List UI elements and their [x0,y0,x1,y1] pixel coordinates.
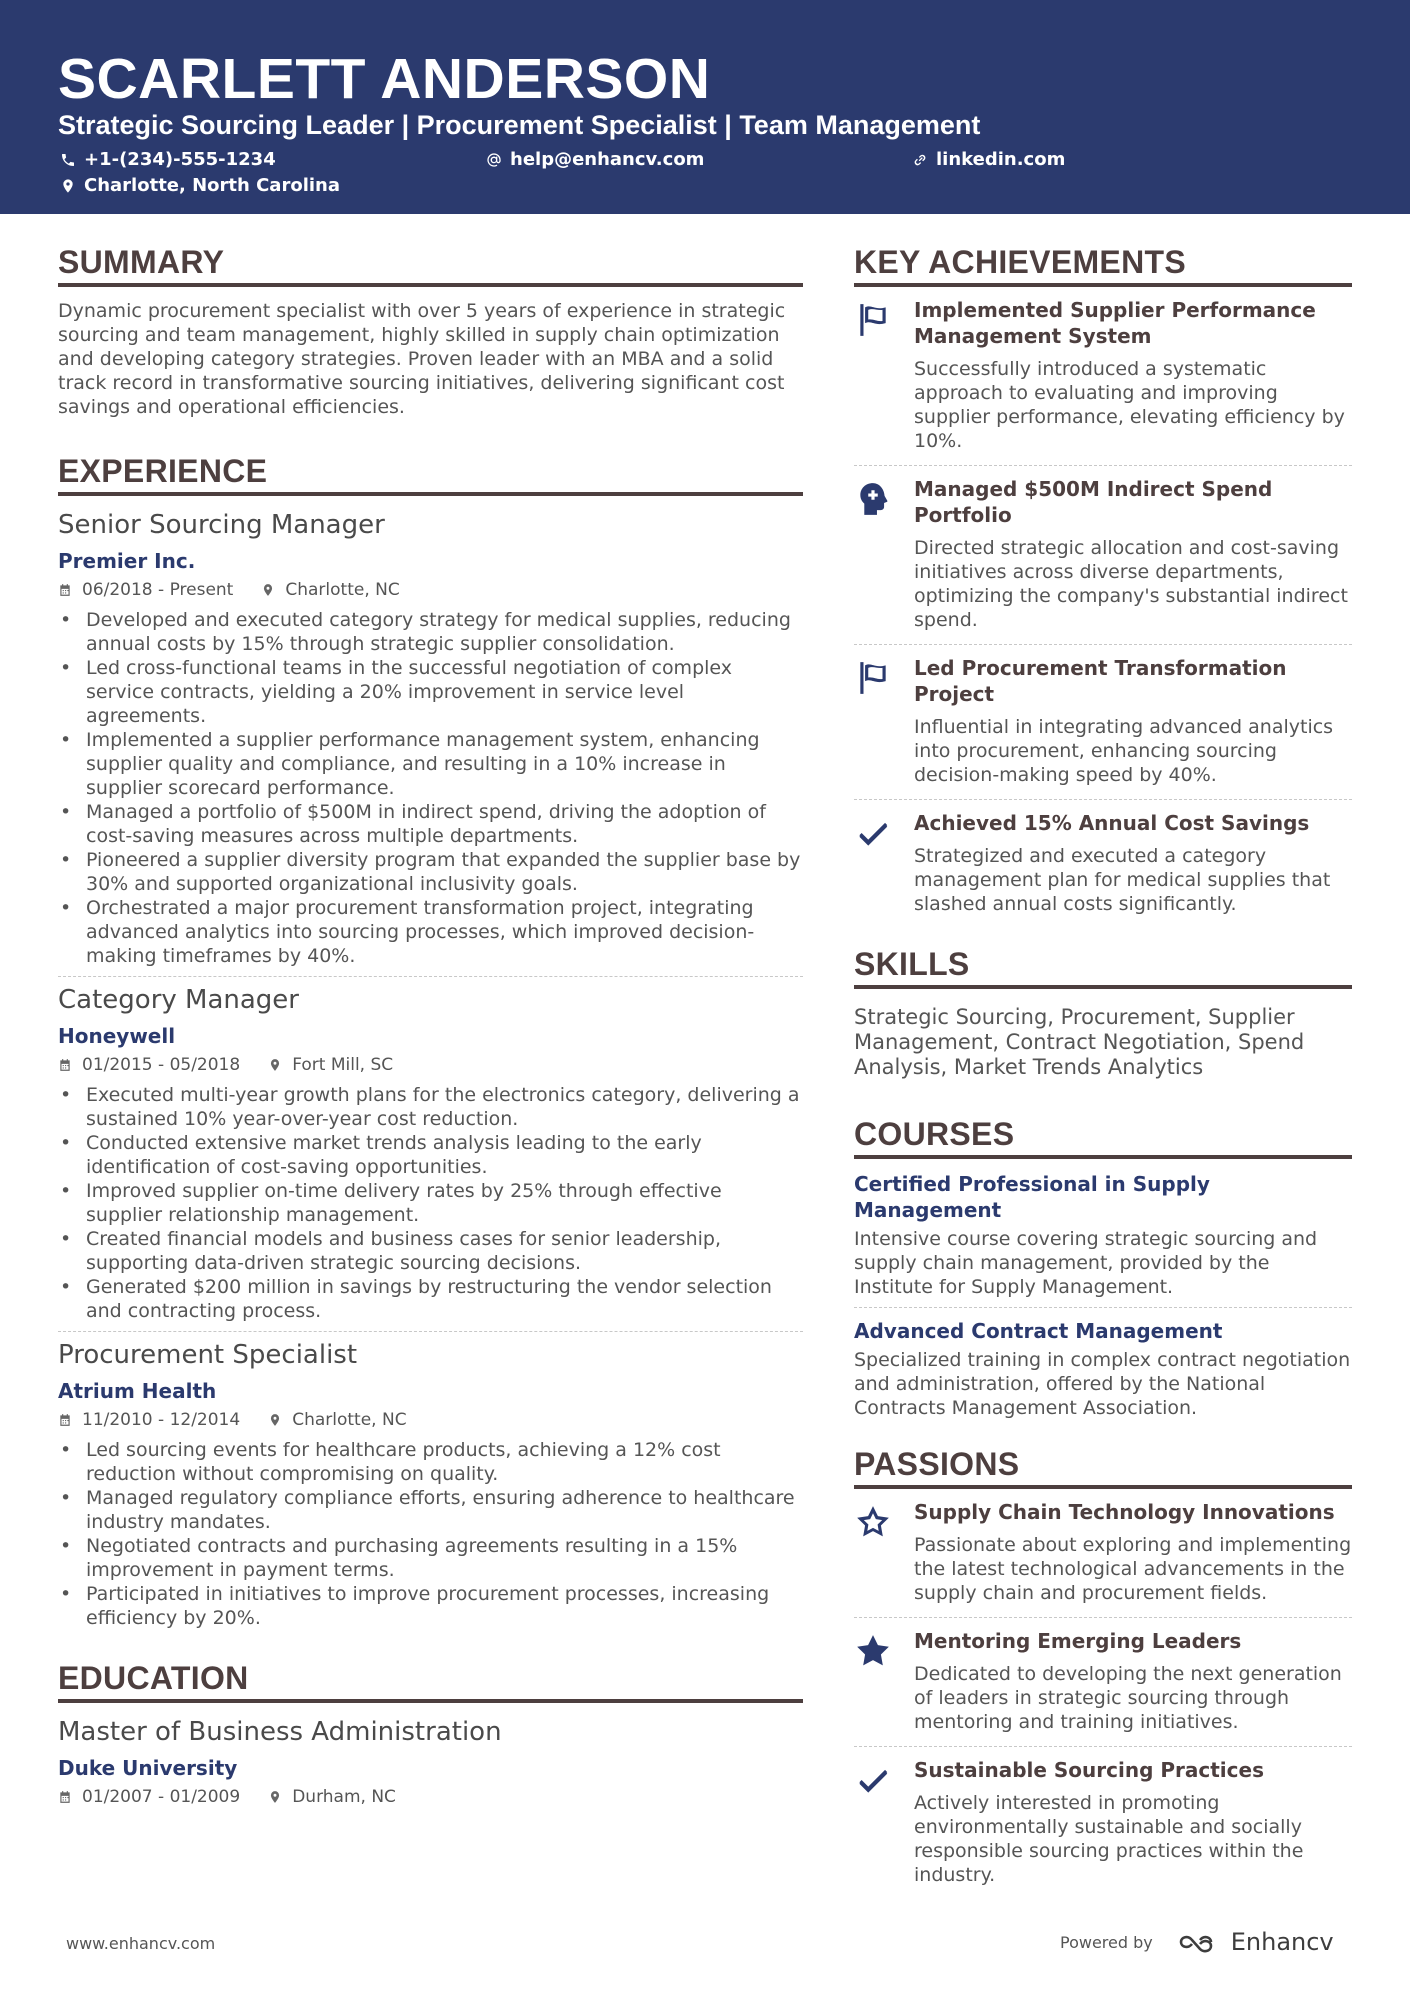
summary-text: Dynamic procurement specialist with over 5 years of experience in strategic sourcing and team management, highly skilled in supply chain optimization and developing category strategies. Proven leader with an MBA and a solid track record in transformative sourcing initiatives, delivering significant cost savings and operational efficiencies. [58,300,786,418]
job-bullet: • Developed and executed category strategy for medical supplies, reducing annual costs by 15% through strategic supplier consolidation. [58,608,803,656]
passion-desc: Dedicated to developing the next generation of leaders in strategic sourcing through mentoring and training initiatives. [914,1663,1342,1733]
experience-list [58,508,803,1630]
job-bullet: • Led sourcing events for healthcare products, achieving a 12% cost reduction without compromising on quality. [58,1438,803,1486]
job-title: Category Manager [58,985,299,1015]
job-title: Senior Sourcing Manager [58,510,385,540]
course-desc: Intensive course covering strategic sourcing and supply chain management, provided by the Institute for Supply Management. [854,1228,1318,1298]
resume-header [0,0,1410,214]
location-text: Charlotte, North Carolina [84,175,340,196]
contact-location [60,175,340,196]
job-bullet: • Generated $200 million in savings by restructuring the vendor selection and contracting process. [58,1275,803,1323]
summary-heading: SUMMARY [58,244,803,287]
flag-icon [854,301,892,339]
passions-heading: PASSIONS [854,1446,1352,1489]
enhancv-logo[interactable] [1177,1928,1334,1956]
star-outline-icon [854,1503,892,1541]
candidate-name: SCARLETT ANDERSON [58,47,711,111]
right-column [854,244,1352,1897]
job-bullets [58,1083,803,1323]
job-bullet: • Negotiated contracts and purchasing agreements resulting in a 15% improvement in payment terms. [58,1534,803,1582]
calendar-icon [58,583,72,597]
job-bullet: • Created financial models and business cases for senior leadership, supporting data-driven strategic sourcing decisions. [58,1227,803,1275]
email-text: help@enhancv.com [510,149,705,170]
job-entry [58,983,803,1323]
education-location-text: Durham, NC [292,1787,396,1807]
left-column [58,244,803,1809]
experience-heading: EXPERIENCE [58,453,803,496]
job-bullet: • Conducted extensive market trends analysis leading to the early identification of cost-saving opportunities. [58,1131,803,1179]
achievements-heading: KEY ACHIEVEMENTS [854,244,1352,287]
location-pin-icon [268,1790,282,1804]
company-name: Atrium Health [58,1379,217,1403]
achievement-item [854,802,1352,926]
at-icon [486,152,502,168]
passion-item [854,1491,1352,1615]
job-bullet: • Led cross-functional teams in the successful negotiation of complex service contracts, yielding a 20% improvement in service level agreements. [58,656,803,728]
enhancv-logo-icon [1177,1930,1223,1954]
job-title: Procurement Specialist [58,1340,358,1370]
achievement-desc: Directed strategic allocation and cost-saving initiatives across diverse departments, optimizing the company's substantial indirect spend. [914,537,1348,631]
job-bullets [58,1438,803,1630]
achievement-divider [854,465,1352,466]
job-bullet: • Executed multi-year growth plans for the electronics category, delivering a sustained 10% year-over-year cost reduction. [58,1083,803,1131]
passion-title: Sustainable Sourcing Practices [914,1758,1264,1782]
job-divider [58,976,803,977]
job-meta [58,578,803,602]
company-name: Premier Inc. [58,549,196,573]
check-icon [854,1761,892,1799]
phone-icon [60,152,76,168]
footer-branding [1060,1928,1334,1956]
school-name: Duke University [58,1756,238,1780]
achievement-title: Managed $500M Indirect Spend Portfolio [914,477,1273,527]
job-location [268,1055,393,1075]
contact-email[interactable] [486,149,704,170]
job-bullet: • Managed a portfolio of $500M in indirect spend, driving the adoption of cost-saving measures across multiple departments. [58,800,803,848]
linkedin-text: linkedin.com [936,149,1066,170]
calendar-icon [58,1413,72,1427]
achievement-divider [854,799,1352,800]
job-bullet: • Implemented a supplier performance management system, enhancing supplier quality and compliance, and resulting in a 10% increase in supplier scorecard performance. [58,728,803,800]
achievement-item [854,647,1352,797]
passion-divider [854,1617,1352,1618]
achievement-title: Implemented Supplier Performance Management System [914,298,1316,348]
job-dates: 11/2010 - 12/2014 [82,1410,241,1430]
calendar-icon [58,1790,72,1804]
job-dates: 01/2015 - 05/2018 [82,1055,241,1075]
education-location [268,1787,396,1807]
skills-text: Strategic Sourcing, Procurement, Supplier Management, Contract Negotiation, Spend Analysis, Market Trends Analytics [854,1005,1305,1079]
phone-text: +1-(234)-555-1234 [84,149,276,170]
job-bullet: • Managed regulatory compliance efforts, ensuring adherence to healthcare industry mandates. [58,1486,803,1534]
passion-title: Supply Chain Technology Innovations [914,1500,1335,1524]
achievement-title: Led Procurement Transformation Project [914,656,1287,706]
achievement-divider [854,644,1352,645]
job-location-text: Charlotte, NC [292,1410,407,1430]
location-pin-icon [268,1058,282,1072]
degree-title: Master of Business Administration [58,1717,502,1747]
calendar-icon [58,1058,72,1072]
contact-phone[interactable] [60,149,276,170]
check-icon [854,814,892,852]
candidate-tagline: Strategic Sourcing Leader | Procurement Specialist | Team Management [58,110,981,140]
job-bullet: • Orchestrated a major procurement transformation project, integrating advanced analytics into sourcing processes, which improved decision-making timeframes by 40%. [58,896,803,968]
course-item [854,1318,1352,1420]
job-entry [58,508,803,968]
passion-desc: Passionate about exploring and implementing the latest technological advancements in the supply chain and procurement fields. [914,1534,1352,1604]
job-bullet: • Participated in initiatives to improve procurement processes, increasing efficiency by 20%. [58,1582,803,1630]
contact-linkedin[interactable] [912,149,1065,170]
passion-divider [854,1746,1352,1747]
course-title: Certified Professional in Supply Management [854,1172,1210,1222]
courses-heading: COURSES [854,1116,1352,1159]
job-bullet: • Improved supplier on-time delivery rates by 25% through effective supplier relationship management. [58,1179,803,1227]
company-name: Honeywell [58,1024,176,1048]
achievement-desc: Strategized and executed a category management plan for medical supplies that slashed annual costs significantly. [914,845,1331,915]
location-pin-icon [268,1413,282,1427]
passions-list [854,1491,1352,1897]
job-dates: 06/2018 - Present [82,580,234,600]
course-divider [854,1307,1352,1308]
flag-icon [854,659,892,697]
job-entry [58,1338,803,1630]
powered-by-text: Powered by [1060,1932,1153,1952]
job-location-text: Charlotte, NC [285,580,400,600]
passion-desc: Actively interested in promoting environmentally sustainable and socially responsible sourcing practices within the industry. [914,1792,1304,1886]
skills-heading: SKILLS [854,946,1352,989]
education-dates: 01/2007 - 01/2009 [82,1787,241,1807]
brand-name: Enhancv [1230,1928,1334,1956]
job-divider [58,1331,803,1332]
job-bullet: • Pioneered a supplier diversity program that expanded the supplier base by 30% and supported organizational inclusivity goals. [58,848,803,896]
course-title: Advanced Contract Management [854,1319,1223,1343]
passion-item [854,1749,1352,1897]
job-meta [58,1053,803,1077]
job-location [261,580,399,600]
achievements-list [854,289,1352,926]
courses-list [854,1171,1352,1420]
achievement-item [854,289,1352,463]
course-desc: Specialized training in complex contract negotiation and administration, offered by the National Contracts Management Association. [854,1349,1351,1419]
location-pin-icon [261,583,275,597]
link-icon [912,152,928,168]
achievement-desc: Influential in integrating advanced analytics into procurement, enhancing sourcing decision-making speed by 40%. [914,716,1334,786]
star-icon [854,1632,892,1670]
job-meta [58,1408,803,1432]
achievement-desc: Successfully introduced a systematic approach to evaluating and improving supplier performance, elevating efficiency by 10%. [914,358,1345,452]
job-location [268,1410,406,1430]
head-icon [854,480,892,518]
footer-website[interactable]: www.enhancv.com [66,1934,216,1953]
job-bullets [58,608,803,968]
education-meta [58,1785,803,1809]
course-item [854,1171,1352,1299]
passion-title: Mentoring Emerging Leaders [914,1629,1242,1653]
location-pin-icon [60,178,76,194]
education-heading: EDUCATION [58,1660,803,1703]
achievement-title: Achieved 15% Annual Cost Savings [914,811,1310,835]
achievement-item [854,468,1352,642]
job-location-text: Fort Mill, SC [292,1055,394,1075]
passion-item [854,1620,1352,1744]
